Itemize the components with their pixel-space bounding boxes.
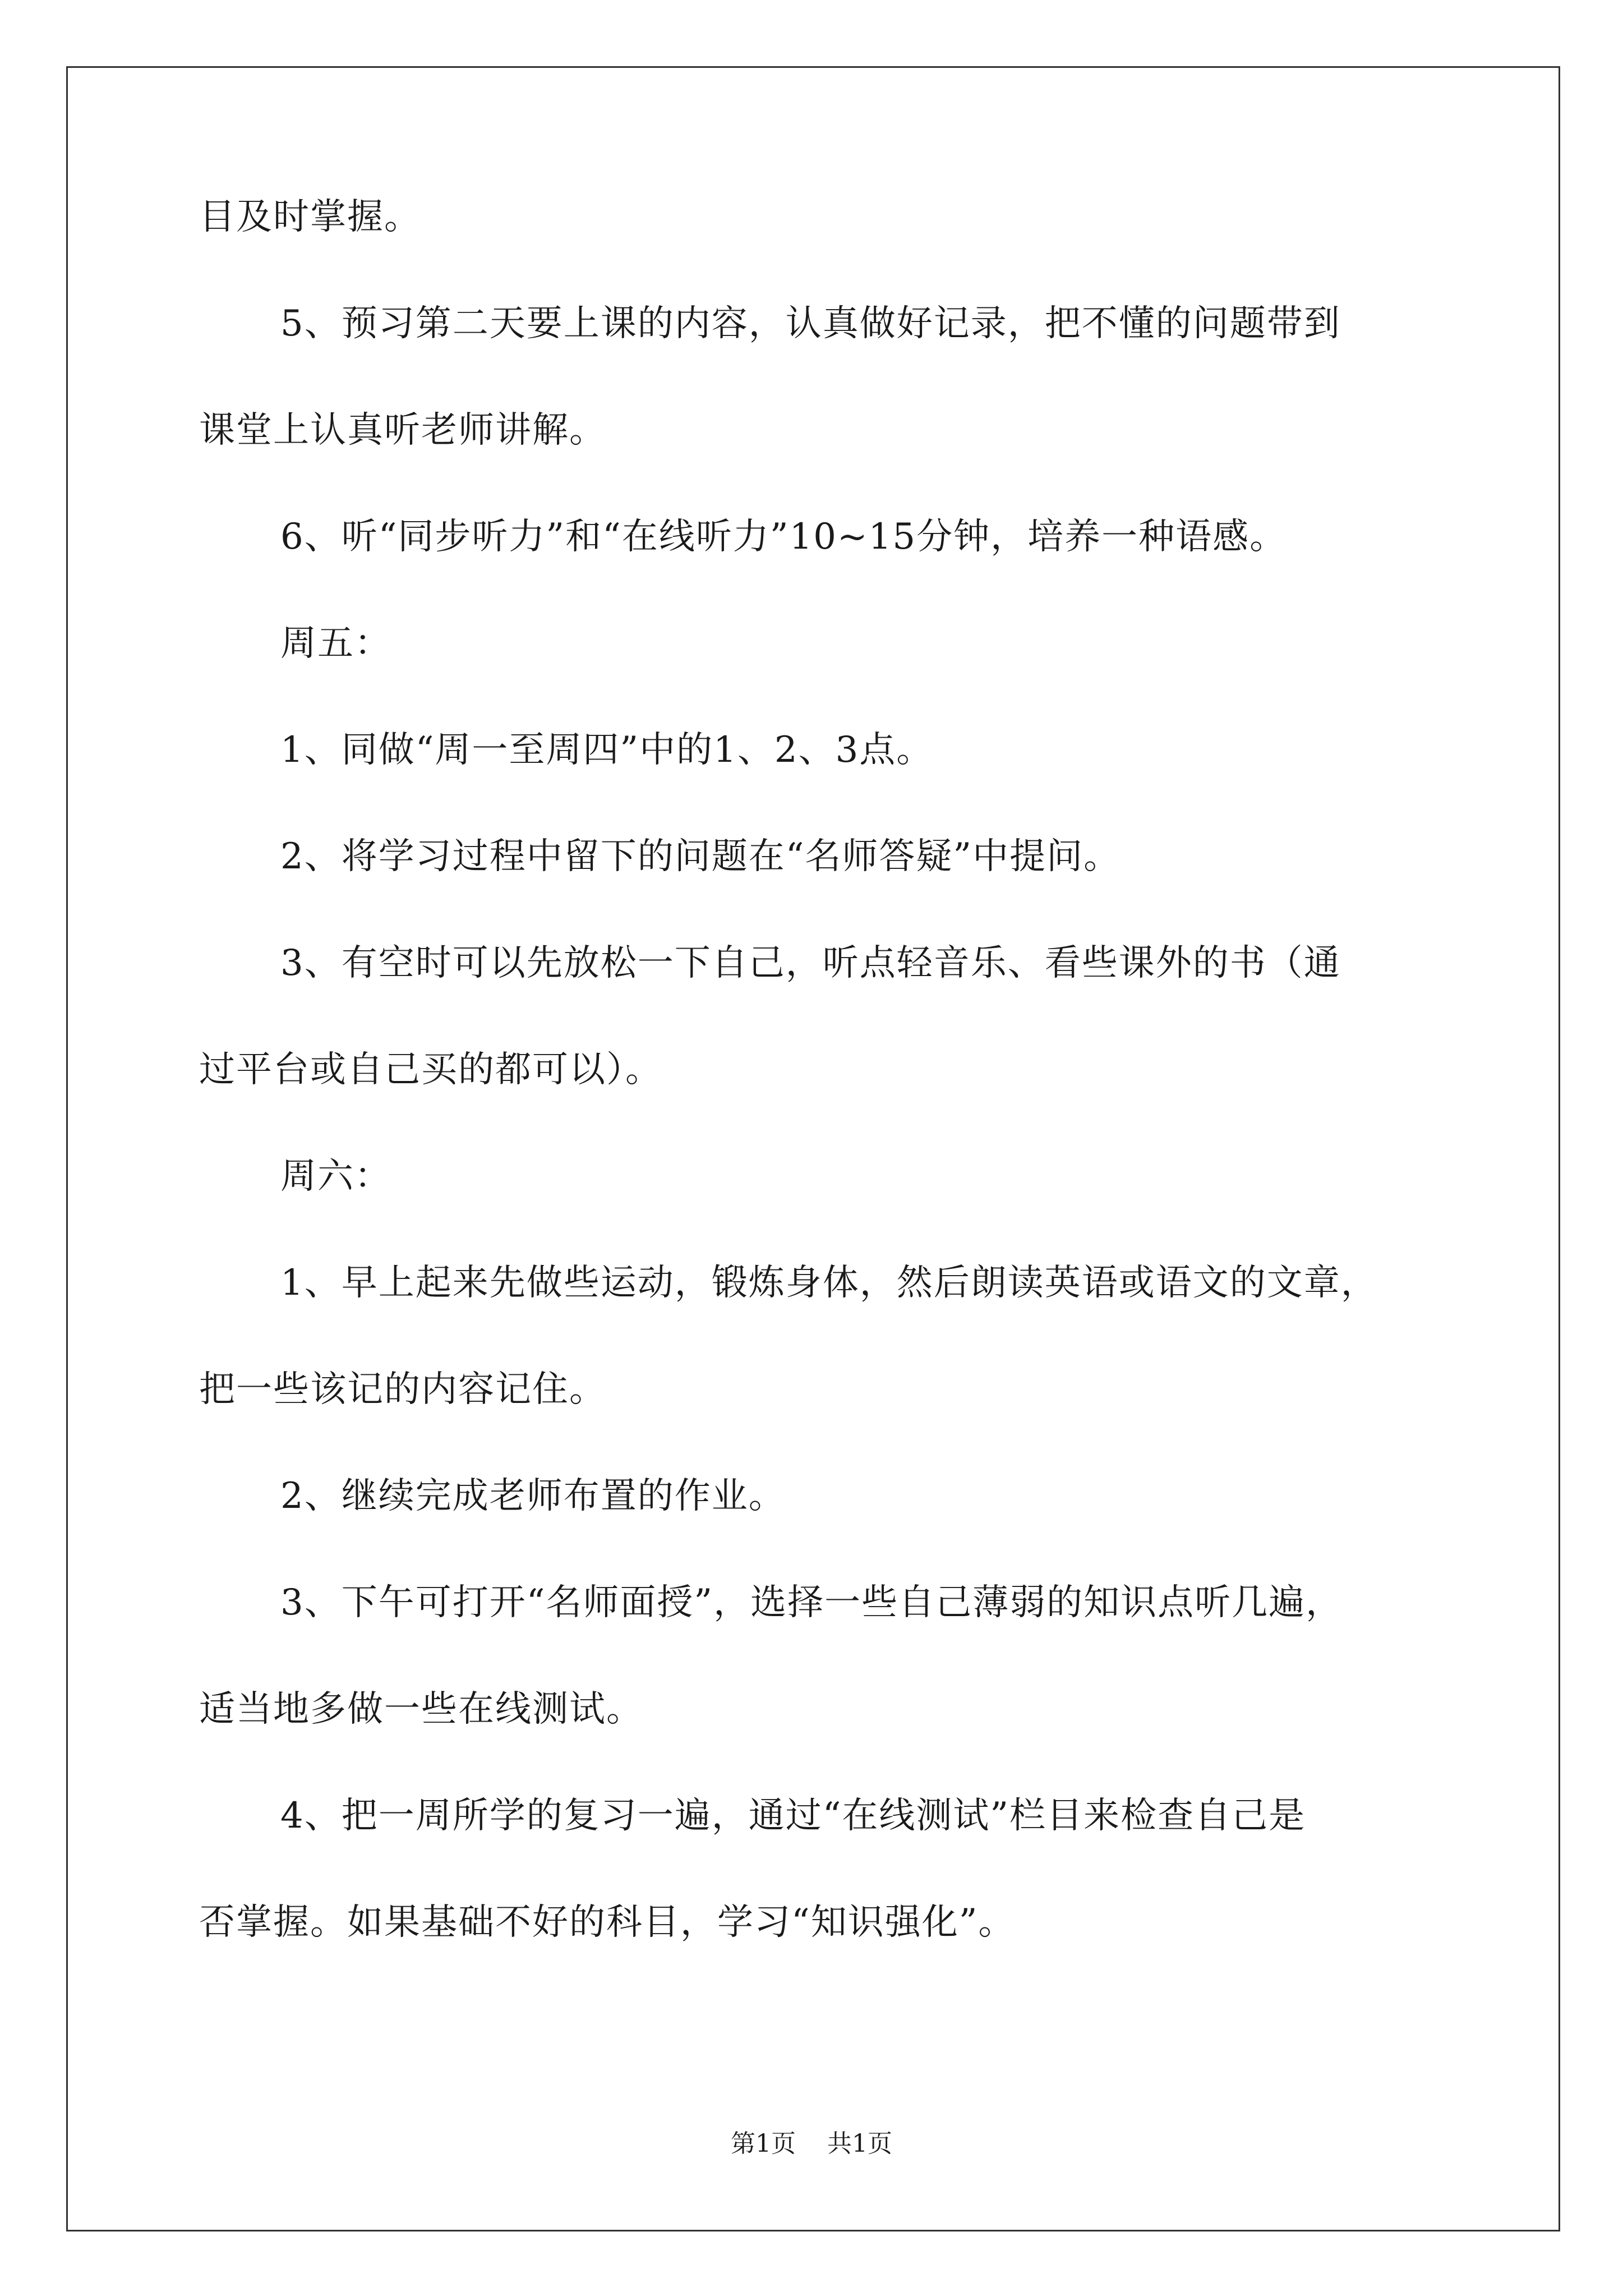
text-line: 6、听“同步听力”和“在线听力”10~15分钟，培养一种语感。: [280, 516, 1287, 558]
text-line: 课堂上认真听老师讲解。: [199, 409, 606, 451]
page-total: 共1页: [827, 2129, 892, 2158]
page-footer: [0, 2129, 1623, 2158]
text-line: 1、早上起来先做些运动，锻炼身体，然后朗读英语或语文的文章，: [280, 1262, 1378, 1304]
text-line: 过平台或自己买的都可以）。: [199, 1049, 662, 1091]
text-line: 目及时掌握。: [199, 196, 421, 238]
text-line: 否掌握。如果基础不好的科目，学习“知识强化”。: [199, 1902, 1016, 1943]
text-line: 适当地多做一些在线测试。: [199, 1688, 643, 1730]
text-line: 2、将学习过程中留下的问题在“名师答疑”中提问。: [280, 836, 1121, 877]
text-line: 4、把一周所学的复习一遍，通过“在线测试”栏目来检查自己是: [280, 1795, 1306, 1837]
text-line: 3、有空时可以先放松一下自己，听点轻音乐、看些课外的书（通: [280, 942, 1341, 984]
section-heading: 周五：: [280, 623, 391, 664]
section-heading: 周六：: [280, 1156, 391, 1197]
text-line: 3、下午可打开“名师面授”，选择一些自己薄弱的知识点听几遍，: [280, 1582, 1343, 1623]
page-number: 第1页: [731, 2129, 796, 2158]
text-line: 5、预习第二天要上课的内容，认真做好记录，把不懂的问题带到: [280, 303, 1341, 344]
text-line: 2、继续完成老师布置的作业。: [280, 1475, 786, 1517]
text-line: 1、同做“周一至周四”中的1、2、3点。: [280, 729, 934, 771]
text-line: 把一些该记的内容记住。: [199, 1369, 606, 1410]
